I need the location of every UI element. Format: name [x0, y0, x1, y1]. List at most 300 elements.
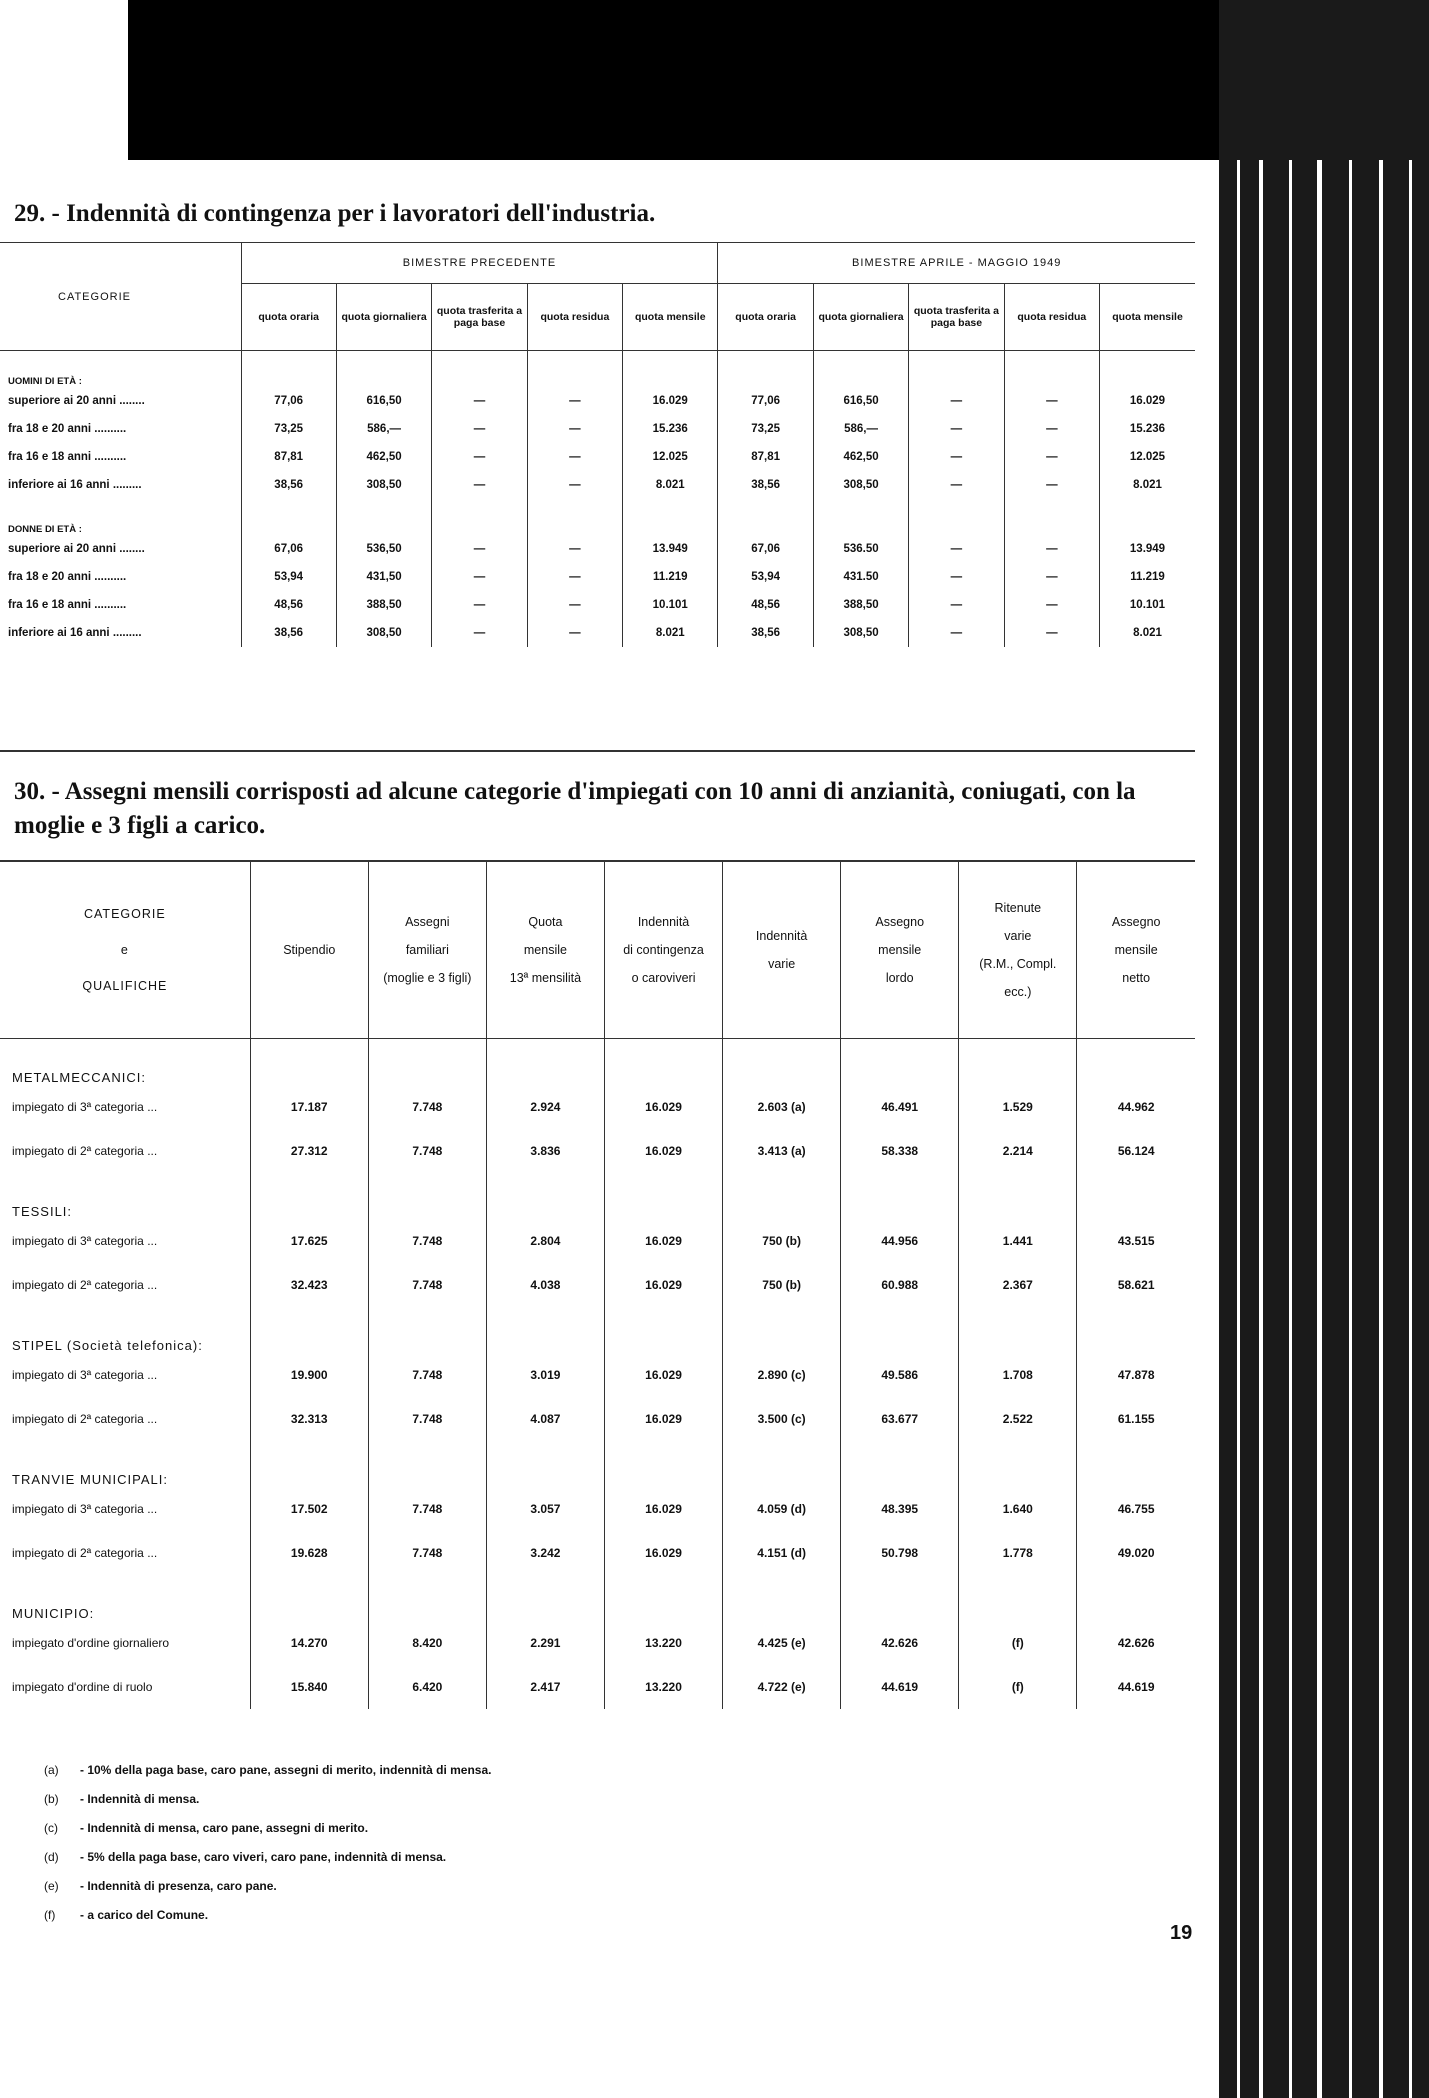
col-categorie-line: e — [120, 943, 129, 957]
section-30-title: 30. - Assegni mensili corrisposti ad alcune categorie d'impiegati con 10 anni di anzianità, coniugati, con la moglie e 3 figli a carico. — [14, 778, 1136, 839]
cell-prev: — — [527, 563, 622, 591]
col-lordo-line: Assegno — [875, 915, 925, 929]
cell-curr: — — [909, 471, 1004, 499]
cell-prev: 77,06 — [241, 387, 336, 415]
spacer-cell — [604, 1441, 722, 1487]
value-cell: 1.529 — [959, 1085, 1077, 1129]
table-row — [0, 563, 1195, 591]
spacer-cell — [841, 1173, 959, 1219]
value-cell: 3.242 — [486, 1531, 604, 1575]
table-row — [0, 535, 1195, 563]
sub-header: quota oraria — [718, 284, 813, 351]
table-row — [0, 1353, 1195, 1397]
cell-prev: 13.949 — [623, 535, 718, 563]
row-label: impiegato di 3ª categoria ... — [12, 1100, 158, 1114]
group-bimestre-aprile-maggio: BIMESTRE APRILE - MAGGIO 1949 — [718, 243, 1195, 284]
value-cell: 7.748 — [368, 1085, 486, 1129]
value-cell: (f) — [959, 1665, 1077, 1709]
cell-prev: 536,50 — [336, 535, 431, 563]
spacer-cell — [723, 1173, 841, 1219]
cell-curr: 8.021 — [1100, 619, 1195, 647]
cell-prev: 462,50 — [336, 443, 431, 471]
cell-curr: 388,50 — [813, 591, 908, 619]
value-cell: 4.722 (e) — [723, 1665, 841, 1709]
col-ritenute — [959, 861, 1077, 1039]
row-label: fra 16 e 18 anni .......... — [8, 451, 127, 463]
cell-prev: 586,— — [336, 415, 431, 443]
row-label: superiore ai 20 anni ........ — [8, 395, 145, 407]
cell-curr: — — [909, 415, 1004, 443]
cell-curr: 536.50 — [813, 535, 908, 563]
value-cell: 42.626 — [1077, 1621, 1195, 1665]
cell-curr: 87,81 — [718, 443, 813, 471]
spacer-cell — [1004, 351, 1099, 388]
value-cell: 16.029 — [604, 1219, 722, 1263]
cell-curr: 67,06 — [718, 535, 813, 563]
group-label: UOMINI DI ETÀ : — [8, 376, 82, 387]
row-label: fra 16 e 18 anni .......... — [8, 599, 127, 611]
value-cell: 2.291 — [486, 1621, 604, 1665]
value-cell: 7.748 — [368, 1129, 486, 1173]
value-cell: 16.029 — [604, 1487, 722, 1531]
value-cell: 19.900 — [250, 1353, 368, 1397]
group-label: DONNE DI ETÀ : — [8, 524, 82, 535]
document-page — [0, 180, 1195, 2098]
row-label: inferiore ai 16 anni ......... — [8, 479, 142, 491]
value-cell: 44.956 — [841, 1219, 959, 1263]
value-cell: 3.057 — [486, 1487, 604, 1531]
cell-curr: 11.219 — [1100, 563, 1195, 591]
cell-prev: — — [527, 387, 622, 415]
cell-prev: 11.219 — [623, 563, 718, 591]
cell-prev: 73,25 — [241, 415, 336, 443]
row-label: impiegato di 3ª categoria ... — [12, 1502, 158, 1516]
value-cell: 2.522 — [959, 1397, 1077, 1441]
footnote — [44, 1756, 491, 1785]
cell-prev: — — [432, 563, 527, 591]
col-varie — [723, 861, 841, 1039]
footnotes — [44, 1756, 491, 1930]
value-cell: 16.029 — [604, 1263, 722, 1307]
value-cell: 17.625 — [250, 1219, 368, 1263]
footnote-key: (f) — [44, 1908, 56, 1922]
spacer-cell — [1077, 1307, 1195, 1353]
table-row — [0, 387, 1195, 415]
value-cell: 58.338 — [841, 1129, 959, 1173]
table-row — [0, 1263, 1195, 1307]
scan-right-edge — [1219, 0, 1429, 2098]
col-categorie-line: CATEGORIE — [84, 907, 166, 921]
value-cell: 13.220 — [604, 1621, 722, 1665]
cell-prev: — — [432, 443, 527, 471]
table-row — [0, 1531, 1195, 1575]
value-cell: 16.029 — [604, 1129, 722, 1173]
value-cell: 1.441 — [959, 1219, 1077, 1263]
group-header-row — [0, 1441, 1195, 1487]
spacer-cell — [241, 499, 336, 535]
cell-curr: — — [1004, 387, 1099, 415]
value-cell: 42.626 — [841, 1621, 959, 1665]
value-cell: 16.029 — [604, 1085, 722, 1129]
scan-top-border — [0, 0, 1429, 160]
col-netto-line: mensile — [1114, 943, 1158, 957]
col-lordo — [841, 861, 959, 1039]
spacer-cell — [841, 1039, 959, 1086]
col-stipendio-line: Stipendio — [283, 943, 336, 957]
value-cell: 3.019 — [486, 1353, 604, 1397]
row-label: impiegato di 3ª categoria ... — [12, 1368, 158, 1382]
value-cell: 2.890 (c) — [723, 1353, 841, 1397]
cell-curr: — — [1004, 619, 1099, 647]
value-cell: 1.640 — [959, 1487, 1077, 1531]
cell-curr: 53,94 — [718, 563, 813, 591]
cell-prev: — — [527, 471, 622, 499]
cell-prev: — — [527, 535, 622, 563]
sub-header: quota trasferita a paga base — [432, 284, 527, 351]
cell-prev: — — [432, 415, 527, 443]
spacer-cell — [250, 1039, 368, 1086]
spacer-cell — [909, 351, 1004, 388]
spacer-cell — [250, 1441, 368, 1487]
col-stipendio — [250, 861, 368, 1039]
row-label: impiegato di 2ª categoria ... — [12, 1412, 158, 1426]
table-row — [0, 591, 1195, 619]
col-assegni-line: familiari — [405, 943, 449, 957]
cell-curr: 308,50 — [813, 471, 908, 499]
spacer-cell — [486, 1441, 604, 1487]
cell-curr: 38,56 — [718, 619, 813, 647]
value-cell: 16.029 — [604, 1531, 722, 1575]
value-cell: 43.515 — [1077, 1219, 1195, 1263]
value-cell: 60.988 — [841, 1263, 959, 1307]
value-cell: 8.420 — [368, 1621, 486, 1665]
footnote — [44, 1785, 491, 1814]
value-cell: 19.628 — [250, 1531, 368, 1575]
group-header-row — [0, 499, 1195, 535]
value-cell: 46.491 — [841, 1085, 959, 1129]
scan-left-margin — [0, 0, 128, 178]
salary-table — [0, 860, 1195, 1709]
sub-header: quota giornaliera — [813, 284, 908, 351]
col-assegni — [368, 861, 486, 1039]
row-label: fra 18 e 20 anni .......... — [8, 423, 127, 435]
spacer-cell — [813, 351, 908, 388]
col-quota — [486, 861, 604, 1039]
value-cell: 7.748 — [368, 1487, 486, 1531]
value-cell: 4.425 (e) — [723, 1621, 841, 1665]
spacer-cell — [813, 499, 908, 535]
row-label: fra 18 e 20 anni .......... — [8, 571, 127, 583]
value-cell: 15.840 — [250, 1665, 368, 1709]
value-cell: 7.748 — [368, 1531, 486, 1575]
spacer-cell — [841, 1441, 959, 1487]
value-cell: 750 (b) — [723, 1263, 841, 1307]
value-cell: 7.748 — [368, 1263, 486, 1307]
spacer-cell — [368, 1441, 486, 1487]
value-cell: 56.124 — [1077, 1129, 1195, 1173]
footnote-key: (c) — [44, 1821, 58, 1835]
value-cell: 2.214 — [959, 1129, 1077, 1173]
spacer-cell — [486, 1575, 604, 1621]
group-label: METALMECCANICI: — [12, 1070, 146, 1085]
cell-curr: 616,50 — [813, 387, 908, 415]
cell-prev: — — [432, 471, 527, 499]
table-row — [0, 1665, 1195, 1709]
value-cell: 6.420 — [368, 1665, 486, 1709]
group-header-row — [0, 1173, 1195, 1219]
value-cell: 2.417 — [486, 1665, 604, 1709]
value-cell: 48.395 — [841, 1487, 959, 1531]
cell-curr: 12.025 — [1100, 443, 1195, 471]
row-label: impiegato di 2ª categoria ... — [12, 1144, 158, 1158]
col-netto — [1077, 861, 1195, 1039]
table-row — [0, 1397, 1195, 1441]
spacer-cell — [250, 1173, 368, 1219]
cell-curr: 431.50 — [813, 563, 908, 591]
table-row — [0, 471, 1195, 499]
header-row — [0, 861, 1195, 1039]
value-cell: 2.367 — [959, 1263, 1077, 1307]
cell-curr: 38,56 — [718, 471, 813, 499]
value-cell: 4.059 (d) — [723, 1487, 841, 1531]
cell-prev: 12.025 — [623, 443, 718, 471]
value-cell: 2.804 — [486, 1219, 604, 1263]
cell-curr: 77,06 — [718, 387, 813, 415]
section-29-title: 29. - Indennità di contingenza per i lavoratori dell'industria. — [14, 200, 656, 227]
col-quota-line: mensile — [523, 943, 567, 957]
value-cell: 46.755 — [1077, 1487, 1195, 1531]
group-label: TRANVIE MUNICIPALI: — [12, 1472, 169, 1487]
row-label: impiegato d'ordine di ruolo — [12, 1680, 153, 1694]
cell-curr: — — [909, 535, 1004, 563]
footnote — [44, 1843, 491, 1872]
cell-prev: 48,56 — [241, 591, 336, 619]
group-label: STIPEL (Società telefonica): — [12, 1338, 203, 1353]
value-cell: 2.603 (a) — [723, 1085, 841, 1129]
footnote-text: - 5% della paga base, caro viveri, caro pane, indennità di mensa. — [80, 1850, 447, 1864]
col-ritenute-line: varie — [1004, 929, 1032, 943]
value-cell: 7.748 — [368, 1353, 486, 1397]
footnote-key: (a) — [44, 1763, 59, 1777]
value-cell: 32.313 — [250, 1397, 368, 1441]
footnote-text: - a carico del Comune. — [80, 1908, 209, 1922]
col-varie-line: varie — [768, 957, 796, 971]
col-contingenza — [604, 861, 722, 1039]
cell-curr: 8.021 — [1100, 471, 1195, 499]
value-cell: 63.677 — [841, 1397, 959, 1441]
page-number: 19 — [1170, 1922, 1193, 1944]
cell-curr: 308,50 — [813, 619, 908, 647]
col-ritenute-line: ecc.) — [1004, 985, 1032, 999]
value-cell: 32.423 — [250, 1263, 368, 1307]
spacer-cell — [604, 1173, 722, 1219]
group-label: TESSILI: — [12, 1204, 73, 1219]
col-contingenza-line: Indennità — [637, 915, 690, 929]
cell-prev: 8.021 — [623, 619, 718, 647]
row-label: superiore ai 20 anni ........ — [8, 543, 145, 555]
spacer-cell — [1077, 1173, 1195, 1219]
cell-prev: 53,94 — [241, 563, 336, 591]
value-cell: 2.924 — [486, 1085, 604, 1129]
footnote-text: - Indennità di mensa. — [80, 1792, 200, 1806]
cell-prev: 38,56 — [241, 471, 336, 499]
cell-curr: 586,— — [813, 415, 908, 443]
section-separator — [0, 750, 1195, 752]
spacer-cell — [1100, 351, 1195, 388]
col-contingenza-line: o caroviveri — [631, 971, 696, 985]
spacer-cell — [959, 1173, 1077, 1219]
value-cell: 3.836 — [486, 1129, 604, 1173]
value-cell: 1.708 — [959, 1353, 1077, 1397]
value-cell: 16.029 — [604, 1353, 722, 1397]
spacer-cell — [718, 499, 813, 535]
spacer-cell — [368, 1307, 486, 1353]
cell-prev: 308,50 — [336, 619, 431, 647]
group-header-row — [0, 1039, 1195, 1086]
table-row — [0, 1621, 1195, 1665]
value-cell: 27.312 — [250, 1129, 368, 1173]
value-cell: 50.798 — [841, 1531, 959, 1575]
footnote-text: - Indennità di presenza, caro pane. — [80, 1879, 277, 1893]
spacer-cell — [486, 1173, 604, 1219]
cell-prev: 16.029 — [623, 387, 718, 415]
cell-curr: 462,50 — [813, 443, 908, 471]
spacer-cell — [841, 1307, 959, 1353]
sub-header: quota giornaliera — [336, 284, 431, 351]
col-lordo-line: mensile — [878, 943, 922, 957]
cell-prev: 15.236 — [623, 415, 718, 443]
group-header-row — [0, 1575, 1195, 1621]
row-label: impiegato di 3ª categoria ... — [12, 1234, 158, 1248]
value-cell: 47.878 — [1077, 1353, 1195, 1397]
col-assegni-line: Assegni — [405, 915, 450, 929]
spacer-cell — [959, 1575, 1077, 1621]
value-cell: 3.413 (a) — [723, 1129, 841, 1173]
value-cell: 7.748 — [368, 1397, 486, 1441]
spacer-cell — [718, 351, 813, 388]
cell-prev: 431,50 — [336, 563, 431, 591]
cell-prev: — — [527, 443, 622, 471]
row-label: inferiore ai 16 anni ......... — [8, 627, 142, 639]
cell-curr: 15.236 — [1100, 415, 1195, 443]
col-quota-line: 13ª mensilità — [509, 971, 582, 985]
col-lordo-line: lordo — [885, 971, 914, 985]
cell-curr: 48,56 — [718, 591, 813, 619]
sub-header: quota residua — [527, 284, 622, 351]
col-categorie — [0, 861, 250, 1039]
cell-curr: — — [1004, 535, 1099, 563]
col-categorie: CATEGORIE — [58, 290, 131, 303]
col-netto-line: Assegno — [1111, 915, 1161, 929]
group-header-row — [0, 1307, 1195, 1353]
spacer-cell — [368, 1575, 486, 1621]
spacer-cell — [527, 499, 622, 535]
spacer-cell — [368, 1173, 486, 1219]
table-row — [0, 1085, 1195, 1129]
spacer-cell — [1077, 1039, 1195, 1086]
cell-curr: 16.029 — [1100, 387, 1195, 415]
cell-curr: — — [909, 387, 1004, 415]
value-cell: 4.151 (d) — [723, 1531, 841, 1575]
footnote-text: - Indennità di mensa, caro pane, assegni di merito. — [80, 1821, 369, 1835]
spacer-cell — [486, 1307, 604, 1353]
cell-prev: 38,56 — [241, 619, 336, 647]
footnote-key: (b) — [44, 1792, 59, 1806]
cell-prev: 10.101 — [623, 591, 718, 619]
cell-prev: 308,50 — [336, 471, 431, 499]
spacer-cell — [250, 1307, 368, 1353]
col-netto-line: netto — [1122, 971, 1151, 985]
cell-curr: 13.949 — [1100, 535, 1195, 563]
spacer-cell — [241, 351, 336, 388]
sub-header: quota trasferita a paga base — [909, 284, 1004, 351]
spacer-cell — [486, 1039, 604, 1086]
cell-prev: 8.021 — [623, 471, 718, 499]
spacer-cell — [1100, 499, 1195, 535]
value-cell: 44.619 — [1077, 1665, 1195, 1709]
value-cell: 49.586 — [841, 1353, 959, 1397]
col-categorie-line: QUALIFICHE — [82, 979, 168, 993]
spacer-cell — [1004, 499, 1099, 535]
cell-prev: 388,50 — [336, 591, 431, 619]
cell-curr: — — [909, 563, 1004, 591]
footnote — [44, 1814, 491, 1843]
cell-prev: — — [432, 619, 527, 647]
cell-curr: — — [1004, 443, 1099, 471]
spacer-cell — [432, 351, 527, 388]
footnote-key: (e) — [44, 1879, 59, 1893]
spacer-cell — [623, 351, 718, 388]
cell-curr: — — [1004, 471, 1099, 499]
cell-prev: — — [432, 387, 527, 415]
cell-prev: 616,50 — [336, 387, 431, 415]
sub-header: quota mensile — [1100, 284, 1195, 351]
value-cell: 3.500 (c) — [723, 1397, 841, 1441]
value-cell: 61.155 — [1077, 1397, 1195, 1441]
cell-prev: — — [432, 535, 527, 563]
spacer-cell — [527, 351, 622, 388]
table-row — [0, 415, 1195, 443]
spacer-cell — [623, 499, 718, 535]
spacer-cell — [723, 1039, 841, 1086]
col-contingenza-line: di contingenza — [623, 943, 704, 957]
sub-header: quota residua — [1004, 284, 1099, 351]
value-cell: 17.502 — [250, 1487, 368, 1531]
value-cell: 44.619 — [841, 1665, 959, 1709]
value-cell: 44.962 — [1077, 1085, 1195, 1129]
value-cell: 4.038 — [486, 1263, 604, 1307]
table-row — [0, 1487, 1195, 1531]
col-ritenute-line: Ritenute — [994, 901, 1042, 915]
cell-curr: — — [1004, 563, 1099, 591]
spacer-cell — [336, 351, 431, 388]
cell-prev: 67,06 — [241, 535, 336, 563]
row-label: impiegato di 2ª categoria ... — [12, 1278, 158, 1292]
cell-curr: — — [909, 443, 1004, 471]
spacer-cell — [604, 1575, 722, 1621]
row-label: impiegato di 2ª categoria ... — [12, 1546, 158, 1560]
spacer-cell — [723, 1307, 841, 1353]
cell-prev: — — [432, 591, 527, 619]
spacer-cell — [909, 499, 1004, 535]
footnote-text: - 10% della paga base, caro pane, assegni di merito, indennità di mensa. — [80, 1763, 492, 1777]
value-cell: 16.029 — [604, 1397, 722, 1441]
spacer-cell — [723, 1441, 841, 1487]
value-cell: 14.270 — [250, 1621, 368, 1665]
group-bimestre-precedente: BIMESTRE PRECEDENTE — [241, 243, 718, 284]
value-cell: 7.748 — [368, 1219, 486, 1263]
spacer-cell — [959, 1307, 1077, 1353]
